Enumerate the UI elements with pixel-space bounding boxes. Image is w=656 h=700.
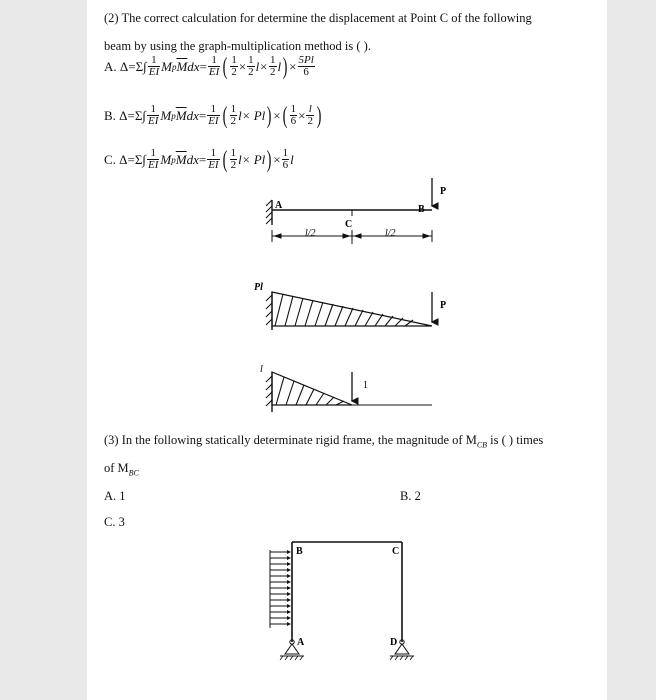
label-mp-p: P — [440, 300, 447, 311]
label-pl: Pl — [254, 282, 263, 293]
q3-option-b: B. 2 — [400, 489, 421, 503]
mbar: $\overline{M}$ — [176, 58, 188, 74]
delta-sum: Δ=Σ∫ — [119, 58, 147, 74]
frame-label-c: C — [392, 546, 400, 557]
frame-label-d: D — [390, 637, 398, 648]
option-a-label: A. — [104, 58, 117, 74]
label-a: A — [275, 200, 283, 211]
label-c: C — [345, 219, 353, 230]
option-b: B. Δ=Σ∫ $\frac{1}{EI}$ M p $\overline{M}$ dx = $\frac{1}{EI}$ ( $\frac{1}{2}$ l× Pl ) × ( $\frac{1}{6}$ × $\frac{l}{2}$ ) — [104, 102, 322, 129]
label-half-1: l/2 — [305, 228, 316, 239]
q3-option-a: A. 1 — [104, 489, 126, 503]
distributed-load-arrows — [270, 552, 288, 624]
option-c-label: C. — [104, 151, 116, 167]
frac-1-ei: $\frac{1}{EI}$ — [148, 54, 160, 78]
option-b-label: B. — [104, 107, 116, 123]
label-l: l — [260, 364, 263, 375]
frame-label-a: A — [297, 637, 305, 648]
label-b: B — [418, 204, 425, 215]
q3-option-c: C. 3 — [104, 515, 125, 529]
mp: M — [161, 58, 172, 74]
q3-line1: (3) In the following statically determinate rigid frame, the magnitude of $M_{CB}$ is ( ) times — [104, 433, 544, 450]
q2-line1: (2) The correct calculation for determine the displacement at Point C of the following — [104, 11, 532, 25]
document-page — [87, 0, 607, 700]
option-c: C. Δ=Σ∫ $\frac{1}{EI}$ M p $\overline{M}$ dx = $\frac{1}{EI}$ ( $\frac{1}{2}$ l× Pl ) × $\frac{1}{6}$ l — [104, 146, 294, 173]
q2-line2: beam by using the graph-multiplication method is ( ). — [104, 39, 371, 53]
label-half-2: l/2 — [385, 228, 396, 239]
frame-diagram — [87, 0, 607, 700]
q3-line2: of $M_{BC}$ — [104, 461, 139, 478]
frame-label-b: B — [296, 546, 303, 557]
label-p: P — [440, 186, 447, 197]
label-one: 1 — [363, 380, 368, 391]
option-a: A. Δ=Σ∫ $\frac{1}{EI}$ M p $\overline{M}$ dx = $\frac{1}{EI}$ ( $\frac{1}{2}$ × $\frac{1}{2}$ l× $\frac{1}{2}$ l ) × $\frac{5Pl}{6}$ — [104, 53, 314, 80]
